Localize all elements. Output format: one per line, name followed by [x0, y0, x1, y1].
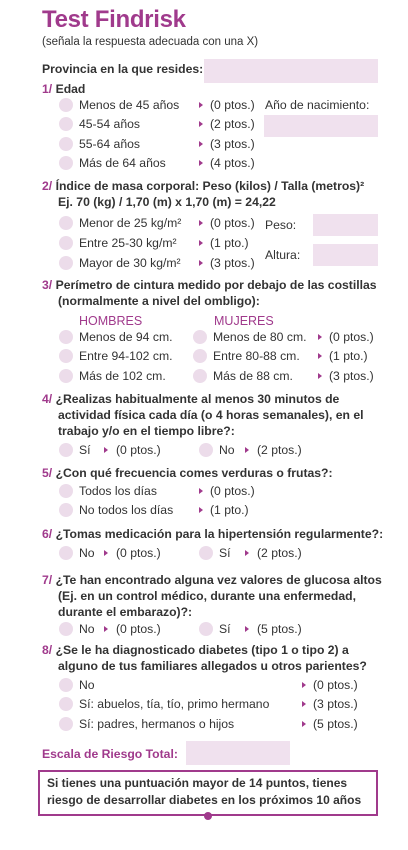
q2-option-3-label: Mayor de 30 kg/m² — [79, 256, 181, 270]
q1-option-3-arrow-icon — [199, 141, 203, 147]
q2-number: 2/ — [42, 179, 53, 193]
q3-line-1: Perímetro de cintura medido por debajo de las costillas — [55, 278, 377, 292]
q5-option-2-points: (1 pto.) — [210, 503, 249, 517]
q3-women-option-3-radio[interactable] — [193, 369, 207, 383]
q1-text: Edad — [55, 82, 86, 96]
q4-option-yes-arrow-icon — [104, 447, 108, 453]
weight-label: Peso: — [265, 218, 297, 232]
q5-option-2-arrow-icon — [199, 507, 203, 513]
q2-option-1-label: Menor de 25 kg/m² — [79, 216, 182, 230]
q8-option-1-points: (0 ptos.) — [313, 678, 358, 692]
q6-title — [42, 526, 383, 542]
q6-option-no-label: No — [79, 546, 95, 560]
q8-option-2-label: Sí: abuelos, tía, tío, primo hermano — [79, 697, 270, 711]
q7-option-yes-points: (5 ptos.) — [257, 622, 302, 636]
height-label: Altura: — [265, 248, 301, 262]
q8-option-3-label: Sí: padres, hermanos o hijos — [79, 717, 235, 731]
q1-option-4-radio[interactable] — [59, 156, 73, 170]
q8-option-2-points: (3 ptos.) — [313, 697, 358, 711]
q7-option-yes-radio[interactable] — [199, 622, 213, 636]
q4-option-yes-points: (0 ptos.) — [116, 443, 161, 457]
q1-option-2-radio[interactable] — [59, 117, 73, 131]
q3-option-2-points: (1 pto.) — [329, 349, 368, 363]
note-dot-icon — [204, 812, 212, 820]
q1-number: 1/ — [42, 82, 53, 96]
q2-text: Índice de masa corporal: Peso (kilos) / Talla (metros)² — [55, 179, 365, 193]
q7-number: 7/ — [42, 573, 53, 587]
q2-option-1-arrow-icon — [199, 220, 203, 226]
q3-number: 3/ — [42, 278, 53, 292]
q3-women-option-1-radio[interactable] — [193, 330, 207, 344]
q4-option-no-arrow-icon — [245, 447, 249, 453]
province-label: Provincia en la que resides: — [42, 62, 204, 76]
q3-men-option-3-radio[interactable] — [59, 369, 73, 383]
men-header: HOMBRES — [79, 314, 143, 328]
q4-number: 4/ — [42, 392, 53, 406]
q7-option-no-radio[interactable] — [59, 622, 73, 636]
q1-option-2-points: (2 ptos.) — [210, 117, 255, 131]
q6-option-yes-arrow-icon — [245, 550, 249, 556]
q7-option-no-label: No — [79, 622, 95, 636]
q1-option-3-points: (3 ptos.) — [210, 137, 255, 151]
q2-option-2-label: Entre 25-30 kg/m² — [79, 236, 177, 250]
page-subtitle: (señala la respuesta adecuada con una X) — [42, 36, 259, 48]
q5-number: 5/ — [42, 466, 53, 480]
q3-men-option-2-label: Entre 94-102 cm. — [79, 349, 173, 363]
q3-title — [42, 277, 377, 293]
q7-option-no-points: (0 ptos.) — [116, 622, 161, 636]
q1-option-2-label: 45-54 años — [79, 117, 140, 131]
q1-title — [42, 81, 85, 97]
q5-text: ¿Con qué frecuencia comes verduras o frutas?: — [55, 466, 333, 480]
q5-option-1-radio[interactable] — [59, 484, 73, 498]
q6-option-yes-label: Sí — [219, 546, 231, 560]
weight-input[interactable] — [313, 214, 378, 236]
q5-option-1-arrow-icon — [199, 488, 203, 494]
q4-title — [42, 391, 339, 407]
q5-title — [42, 465, 333, 481]
q4-line-3: trabajo y/o en el tiempo libre?: — [58, 424, 235, 438]
q7-line-3: durante el embarazo)?: — [58, 605, 193, 619]
q8-number: 8/ — [42, 643, 53, 657]
q5-option-1-points: (0 ptos.) — [210, 484, 255, 498]
birth-year-label: Año de nacimiento: — [265, 98, 370, 112]
q6-option-no-points: (0 ptos.) — [116, 546, 161, 560]
q4-option-yes-label: Sí — [79, 443, 91, 457]
q3-women-option-3-label: Más de 88 cm. — [213, 369, 293, 383]
birth-year-input[interactable] — [264, 115, 378, 137]
q6-text: ¿Tomas medicación para la hipertensión regularmente?: — [55, 527, 384, 541]
province-input[interactable] — [204, 59, 378, 83]
women-header: MUJERES — [214, 314, 274, 328]
q3-men-option-2-radio[interactable] — [59, 349, 73, 363]
q8-option-3-radio[interactable] — [59, 717, 73, 731]
height-input[interactable] — [313, 244, 378, 266]
q4-line-1: ¿Realizas habitualmente al menos 30 minutos de — [55, 392, 340, 406]
q8-option-3-points: (5 ptos.) — [313, 717, 358, 731]
q7-option-yes-label: Sí — [219, 622, 231, 636]
q8-option-1-arrow-icon — [302, 682, 306, 688]
q1-option-1-radio[interactable] — [59, 98, 73, 112]
q8-line-2: alguno de tus familiares allegados u otros parientes? — [58, 659, 367, 673]
q3-men-option-1-label: Menos de 94 cm. — [79, 330, 173, 344]
q3-women-option-1-label: Menos de 80 cm. — [213, 330, 307, 344]
q6-option-no-arrow-icon — [104, 550, 108, 556]
q7-line-2: (Ej. en un control médico, durante una enfermedad, — [58, 589, 356, 603]
q1-option-1-label: Menos de 45 años — [79, 98, 180, 112]
q3-option-3-points: (3 ptos.) — [329, 369, 374, 383]
q5-option-2-radio[interactable] — [59, 503, 73, 517]
q4-option-no-radio[interactable] — [199, 443, 213, 457]
q8-option-2-arrow-icon — [302, 701, 306, 707]
q7-option-yes-arrow-icon — [245, 626, 249, 632]
q5-option-2-label: No todos los días — [79, 503, 174, 517]
q4-option-no-label: No — [219, 443, 235, 457]
q7-title — [42, 572, 382, 588]
q8-title — [42, 642, 349, 658]
risk-note-text: Si tienes una puntuación mayor de 14 puntos, tienes riesgo de desarrollar diabetes en los próximos 10 años — [47, 776, 362, 807]
q1-option-3-label: 55-64 años — [79, 137, 140, 151]
q2-option-1-points: (0 ptos.) — [210, 216, 255, 230]
q4-line-2: actividad física cada día (o 4 horas semanales), en el — [58, 408, 364, 422]
q3-women-option-2-radio[interactable] — [193, 349, 207, 363]
q8-option-3-arrow-icon — [302, 721, 306, 727]
q2-option-2-arrow-icon — [199, 240, 203, 246]
total-score-input[interactable] — [186, 741, 290, 765]
q1-option-2-arrow-icon — [199, 121, 203, 127]
q1-option-3-radio[interactable] — [59, 137, 73, 151]
q8-option-1-label: No — [79, 678, 95, 692]
q2-option-2-points: (1 pto.) — [210, 236, 249, 250]
q3-option-2-arrow-icon — [318, 353, 322, 359]
q1-option-4-arrow-icon — [199, 160, 203, 166]
q1-option-4-points: (4 ptos.) — [210, 156, 255, 170]
q2-option-1-radio[interactable] — [59, 216, 73, 230]
q7-option-no-arrow-icon — [104, 626, 108, 632]
q2-option-3-radio[interactable] — [59, 256, 73, 270]
q2-title — [42, 178, 364, 194]
q4-option-yes-radio[interactable] — [59, 443, 73, 457]
q3-option-1-points: (0 ptos.) — [329, 330, 374, 344]
page-title: Test Findrisk — [42, 6, 186, 33]
q3-line-2: (normalmente a nivel del ombligo): — [58, 294, 260, 308]
q3-option-3-arrow-icon — [318, 373, 322, 379]
q1-option-1-arrow-icon — [199, 102, 203, 108]
q2-option-3-arrow-icon — [199, 260, 203, 266]
q1-option-4-label: Más de 64 años — [79, 156, 166, 170]
q8-option-2-radio[interactable] — [59, 697, 73, 711]
q2-example: Ej. 70 (kg) / 1,70 (m) x 1,70 (m) = 24,22 — [58, 195, 276, 209]
q3-men-option-1-radio[interactable] — [59, 330, 73, 344]
total-score-label: Escala de Riesgo Total: — [42, 747, 178, 761]
q3-option-1-arrow-icon — [318, 334, 322, 340]
q6-option-yes-radio[interactable] — [199, 546, 213, 560]
q6-option-yes-points: (2 ptos.) — [257, 546, 302, 560]
q2-option-2-radio[interactable] — [59, 236, 73, 250]
q4-option-no-points: (2 ptos.) — [257, 443, 302, 457]
q2-option-3-points: (3 ptos.) — [210, 256, 255, 270]
q8-line-1: ¿Se le ha diagnosticado diabetes (tipo 1 o tipo 2) a — [55, 643, 349, 657]
q7-line-1: ¿Te han encontrado alguna vez valores de glucosa altos — [55, 573, 382, 587]
q6-option-no-radio[interactable] — [59, 546, 73, 560]
q5-option-1-label: Todos los días — [79, 484, 157, 498]
q6-number: 6/ — [42, 527, 53, 541]
q1-option-1-points: (0 ptos.) — [210, 98, 255, 112]
q3-women-option-2-label: Entre 80-88 cm. — [213, 349, 300, 363]
q8-option-1-radio[interactable] — [59, 678, 73, 692]
q3-men-option-3-label: Más de 102 cm. — [79, 369, 166, 383]
